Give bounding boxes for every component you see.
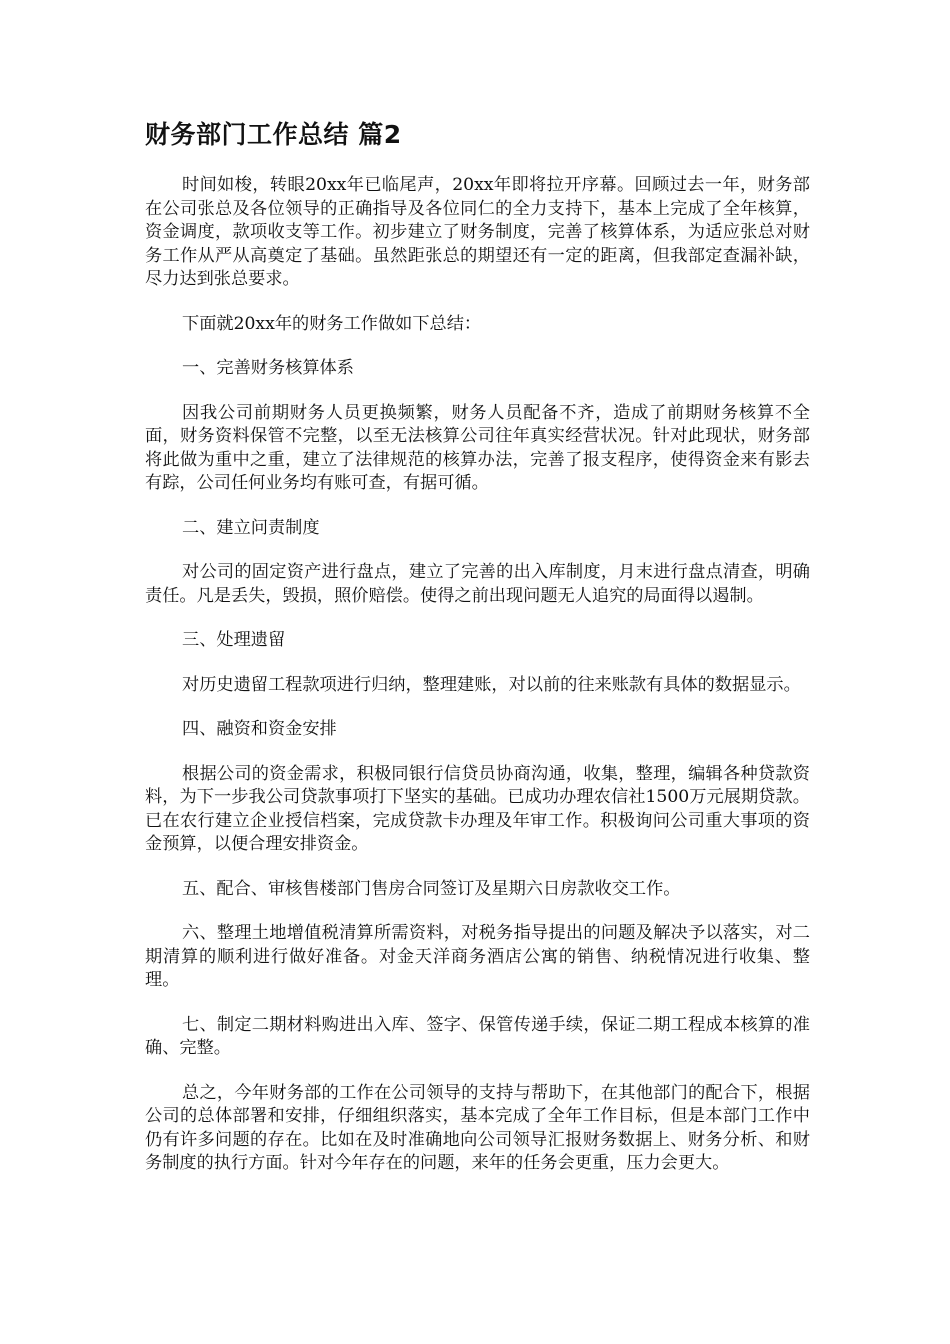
paragraph-summary-lead: 下面就20xx年的财务工作做如下总结： — [182, 313, 482, 334]
paragraph-section-3: 对历史遗留工程款项进行归纳，整理建账，对以前的往来账款有具体的数据显示。 — [182, 674, 801, 695]
document-page — [145, 118, 810, 1197]
paragraph-item-5: 五、配合、审核售楼部门售房合同签订及星期六日房款收交工作。 — [182, 878, 681, 899]
paragraph-item-7: 七、制定二期材料购进出入库、签字、保管传递手续，保证二期工程成本核算的准确、完整。 — [145, 1014, 810, 1058]
section-heading-2: 二、建立问责制度 — [182, 517, 320, 538]
paragraph-item-6: 六、整理土地增值税清算所需资料，对税务指导提出的问题及解决予以落实，对二期清算的顺利进行做好准备。对金天洋商务酒店公寓的销售、纳税情况进行收集、整理。 — [145, 923, 810, 990]
paragraph-section-2: 对公司的固定资产进行盘点，建立了完善的出入库制度，月末进行盘点清查，明确责任。凡是丢失，毁损，照价赔偿。使得之前出现问题无人追究的局面得以遏制。 — [145, 562, 810, 606]
paragraph-conclusion: 总之，今年财务部的工作在公司领导的支持与帮助下，在其他部门的配合下，根据公司的总体部署和安排，仔细组织落实，基本完成了全年工作目标，但是本部门工作中仍有许多问题的存在。比如在及时准确地向公司领导汇报财务数据上、财务分析、和财务制度的执行方面。针对今年存在的问题，来年的任务会更重，压力会更大。 — [145, 1082, 810, 1173]
paragraph-intro: 时间如梭，转眼20xx年已临尾声，20xx年即将拉开序幕。回顾过去一年，财务部在公司张总及各位领导的正确指导及各位同仁的全力支持下，基本上完成了全年核算，资金调度，款项收支等工作。初步建立了财务制度，完善了核算体系，为适应张总对财务工作从严从高奠定了基础。虽然距张总的期望还有一定的距离，但我部定查漏补缺，尽力达到张总要求。 — [145, 175, 810, 289]
section-heading-3: 三、处理遗留 — [182, 630, 286, 650]
section-heading-1: 一、完善财务核算体系 — [182, 358, 354, 378]
document-title: 财务部门工作总结 篇2 — [145, 120, 402, 149]
paragraph-section-1: 因我公司前期财务人员更换频繁，财务人员配备不齐，造成了前期财务核算不全面，财务资料保管不完整，以至无法核算公司往年真实经营状况。针对此现状，财务部将此做为重中之重，建立了法律规范的核算办法，完善了报支程序，使得资金来有影去有踪，公司任何业务均有账可查，有据可循。 — [145, 402, 810, 493]
paragraph-section-4: 根据公司的资金需求，积极同银行信贷员协商沟通，收集，整理，编辑各种贷款资料，为下一步我公司贷款事项打下坚实的基础。已成功办理农信社1500万元展期贷款。已在农行建立企业授信档案，完成贷款卡办理及年审工作。积极询问公司重大事项的资金预算，以便合理安排资金。 — [145, 763, 810, 854]
section-heading-4: 四、融资和资金安排 — [182, 719, 337, 739]
